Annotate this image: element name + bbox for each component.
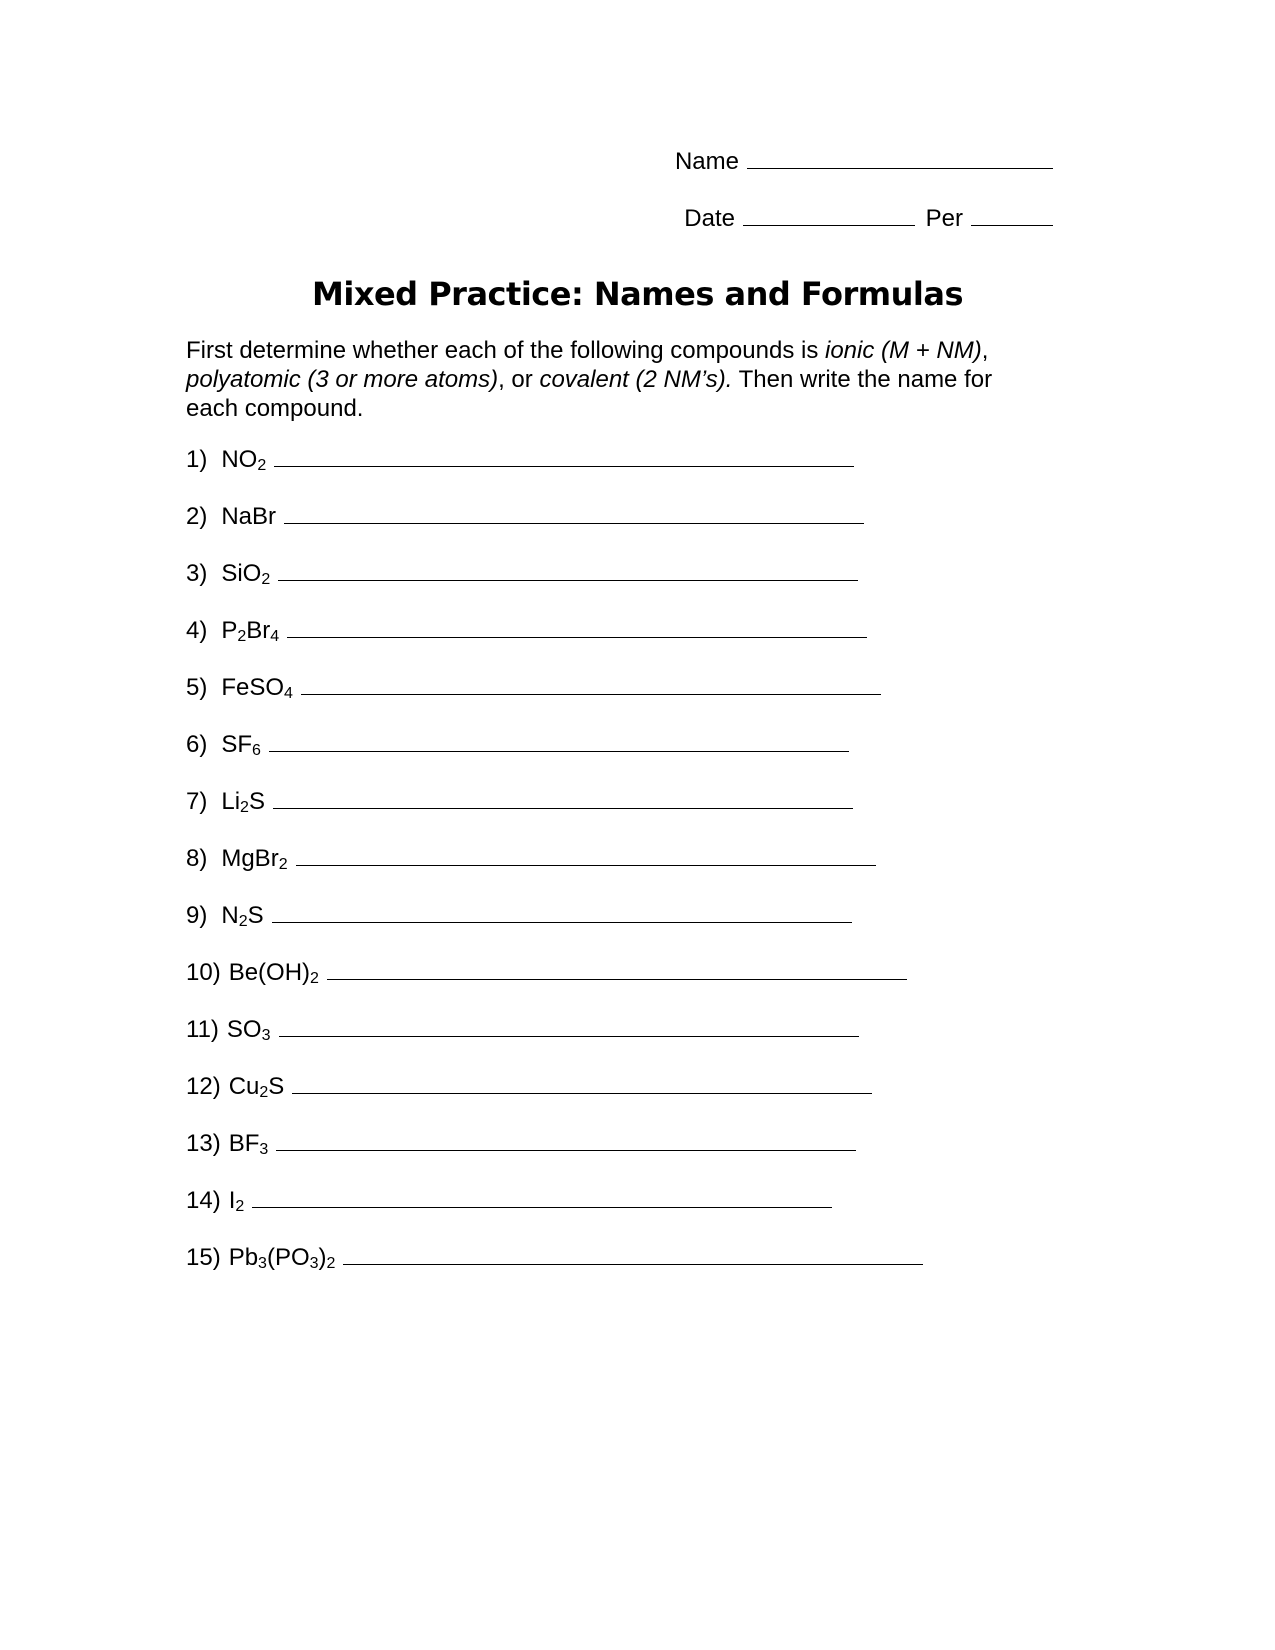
instructions-text-1: First determine whether each of the following compounds is bbox=[186, 337, 825, 364]
formula-subscript: 2 bbox=[235, 1198, 245, 1215]
chemical-formula bbox=[229, 961, 319, 985]
formula-subscript: 2 bbox=[259, 1084, 269, 1101]
chemical-formula bbox=[221, 505, 276, 529]
question-number: 1) bbox=[186, 446, 208, 473]
formula-subscript: 2 bbox=[257, 457, 267, 474]
formula-text: MgBr bbox=[221, 845, 279, 872]
chemical-formula bbox=[229, 1132, 269, 1156]
formula-subscript: 4 bbox=[270, 628, 280, 645]
formula-text: Li bbox=[221, 788, 241, 815]
formula-text: SF bbox=[221, 731, 253, 758]
question-list bbox=[186, 448, 923, 1303]
chemical-formula bbox=[221, 562, 270, 586]
formula-text: SO bbox=[226, 1016, 262, 1043]
answer-blank[interactable] bbox=[252, 1206, 832, 1208]
name-blank[interactable] bbox=[747, 167, 1053, 169]
formula-text: S bbox=[248, 788, 265, 815]
question-number: 4) bbox=[186, 617, 208, 644]
chemical-formula bbox=[229, 1189, 245, 1213]
formula-text: Pb bbox=[228, 1244, 259, 1271]
question-number: 12) bbox=[186, 1073, 221, 1100]
formula-text: S bbox=[268, 1073, 285, 1100]
formula-subscript: 3 bbox=[261, 1027, 271, 1044]
instructions bbox=[186, 336, 1046, 423]
question-number: 2) bbox=[186, 503, 208, 530]
question-item bbox=[186, 733, 923, 790]
answer-blank[interactable] bbox=[269, 750, 849, 752]
question-item bbox=[186, 1075, 923, 1132]
formula-subscript: 3 bbox=[309, 1255, 319, 1272]
question-number: 10) bbox=[186, 959, 221, 986]
question-item bbox=[186, 847, 923, 904]
formula-subscript: 3 bbox=[258, 1255, 267, 1272]
name-field-row bbox=[675, 150, 1053, 174]
formula-subscript: 2 bbox=[310, 970, 319, 987]
instructions-text-2: , bbox=[981, 337, 989, 364]
answer-blank[interactable] bbox=[279, 1035, 859, 1037]
formula-subscript: 2 bbox=[237, 628, 247, 645]
formula-text: FeSO bbox=[221, 674, 285, 701]
formula-text: Br bbox=[246, 617, 271, 644]
answer-blank[interactable] bbox=[343, 1263, 923, 1265]
instructions-text-4: Then write the name for each compound. bbox=[186, 366, 993, 422]
formula-subscript: 4 bbox=[284, 685, 293, 702]
formula-text: ) bbox=[318, 1244, 327, 1271]
chemical-formula bbox=[221, 904, 263, 928]
date-period-row bbox=[684, 207, 1053, 231]
instructions-text-3: , or bbox=[498, 366, 540, 393]
question-item bbox=[186, 1246, 923, 1303]
answer-blank[interactable] bbox=[284, 522, 864, 524]
formula-text: (PO bbox=[266, 1244, 310, 1271]
question-number: 13) bbox=[186, 1130, 221, 1157]
period-blank[interactable] bbox=[971, 224, 1053, 226]
formula-text: P bbox=[221, 617, 238, 644]
question-item bbox=[186, 676, 923, 733]
question-item bbox=[186, 790, 923, 847]
instructions-covalent: covalent (2 NM’s). bbox=[539, 366, 733, 393]
question-item bbox=[186, 904, 923, 961]
formula-text: Cu bbox=[228, 1073, 260, 1100]
formula-text: NO bbox=[221, 446, 258, 473]
date-blank[interactable] bbox=[743, 224, 915, 226]
question-item bbox=[186, 1132, 923, 1189]
instructions-ionic: ionic (M + NM) bbox=[825, 337, 982, 364]
answer-blank[interactable] bbox=[273, 807, 853, 809]
answer-blank[interactable] bbox=[296, 864, 876, 866]
formula-text: N bbox=[221, 902, 239, 929]
formula-text: Be(OH) bbox=[228, 959, 311, 986]
formula-subscript: 2 bbox=[326, 1255, 336, 1272]
question-number: 15) bbox=[186, 1244, 221, 1271]
question-item bbox=[186, 1018, 923, 1075]
formula-text: S bbox=[247, 902, 264, 929]
worksheet-title: Mixed Practice: Names and Formulas bbox=[312, 275, 963, 313]
question-number: 11) bbox=[186, 1016, 219, 1043]
chemical-formula bbox=[221, 847, 287, 871]
formula-subscript: 2 bbox=[238, 913, 248, 930]
chemical-formula bbox=[229, 1075, 285, 1099]
question-number: 3) bbox=[186, 560, 208, 587]
answer-blank[interactable] bbox=[327, 978, 907, 980]
answer-blank[interactable] bbox=[276, 1149, 856, 1151]
answer-blank[interactable] bbox=[274, 465, 854, 467]
answer-blank[interactable] bbox=[301, 693, 881, 695]
question-item bbox=[186, 562, 923, 619]
question-item bbox=[186, 619, 923, 676]
question-number: 5) bbox=[186, 674, 208, 701]
question-number: 7) bbox=[186, 788, 208, 815]
chemical-formula bbox=[221, 448, 266, 472]
question-number: 14) bbox=[186, 1187, 221, 1214]
formula-text: NaBr bbox=[221, 503, 277, 530]
answer-blank[interactable] bbox=[272, 921, 852, 923]
formula-subscript: 3 bbox=[259, 1141, 269, 1158]
answer-blank[interactable] bbox=[287, 636, 867, 638]
chemical-formula bbox=[221, 676, 293, 700]
name-label: Name bbox=[674, 148, 739, 175]
question-number: 9) bbox=[186, 902, 208, 929]
question-item bbox=[186, 961, 923, 1018]
chemical-formula bbox=[221, 733, 261, 757]
period-label: Per bbox=[925, 205, 963, 232]
question-item bbox=[186, 448, 923, 505]
question-number: 8) bbox=[186, 845, 208, 872]
answer-blank[interactable] bbox=[278, 579, 858, 581]
date-label: Date bbox=[684, 205, 735, 232]
chemical-formula bbox=[227, 1018, 271, 1042]
chemical-formula bbox=[221, 790, 265, 814]
formula-subscript: 2 bbox=[278, 856, 288, 873]
formula-subscript: 2 bbox=[240, 799, 249, 816]
formula-subscript: 6 bbox=[252, 742, 261, 759]
answer-blank[interactable] bbox=[292, 1092, 872, 1094]
chemical-formula bbox=[221, 619, 279, 643]
question-item bbox=[186, 1189, 923, 1246]
formula-text: SiO bbox=[221, 560, 262, 587]
question-number: 6) bbox=[186, 731, 208, 758]
formula-text: I bbox=[228, 1187, 236, 1214]
chemical-formula bbox=[229, 1246, 336, 1270]
formula-text: BF bbox=[228, 1130, 260, 1157]
question-item bbox=[186, 505, 923, 562]
formula-subscript: 2 bbox=[261, 571, 271, 588]
instructions-polyatomic: polyatomic (3 or more atoms) bbox=[186, 366, 499, 393]
